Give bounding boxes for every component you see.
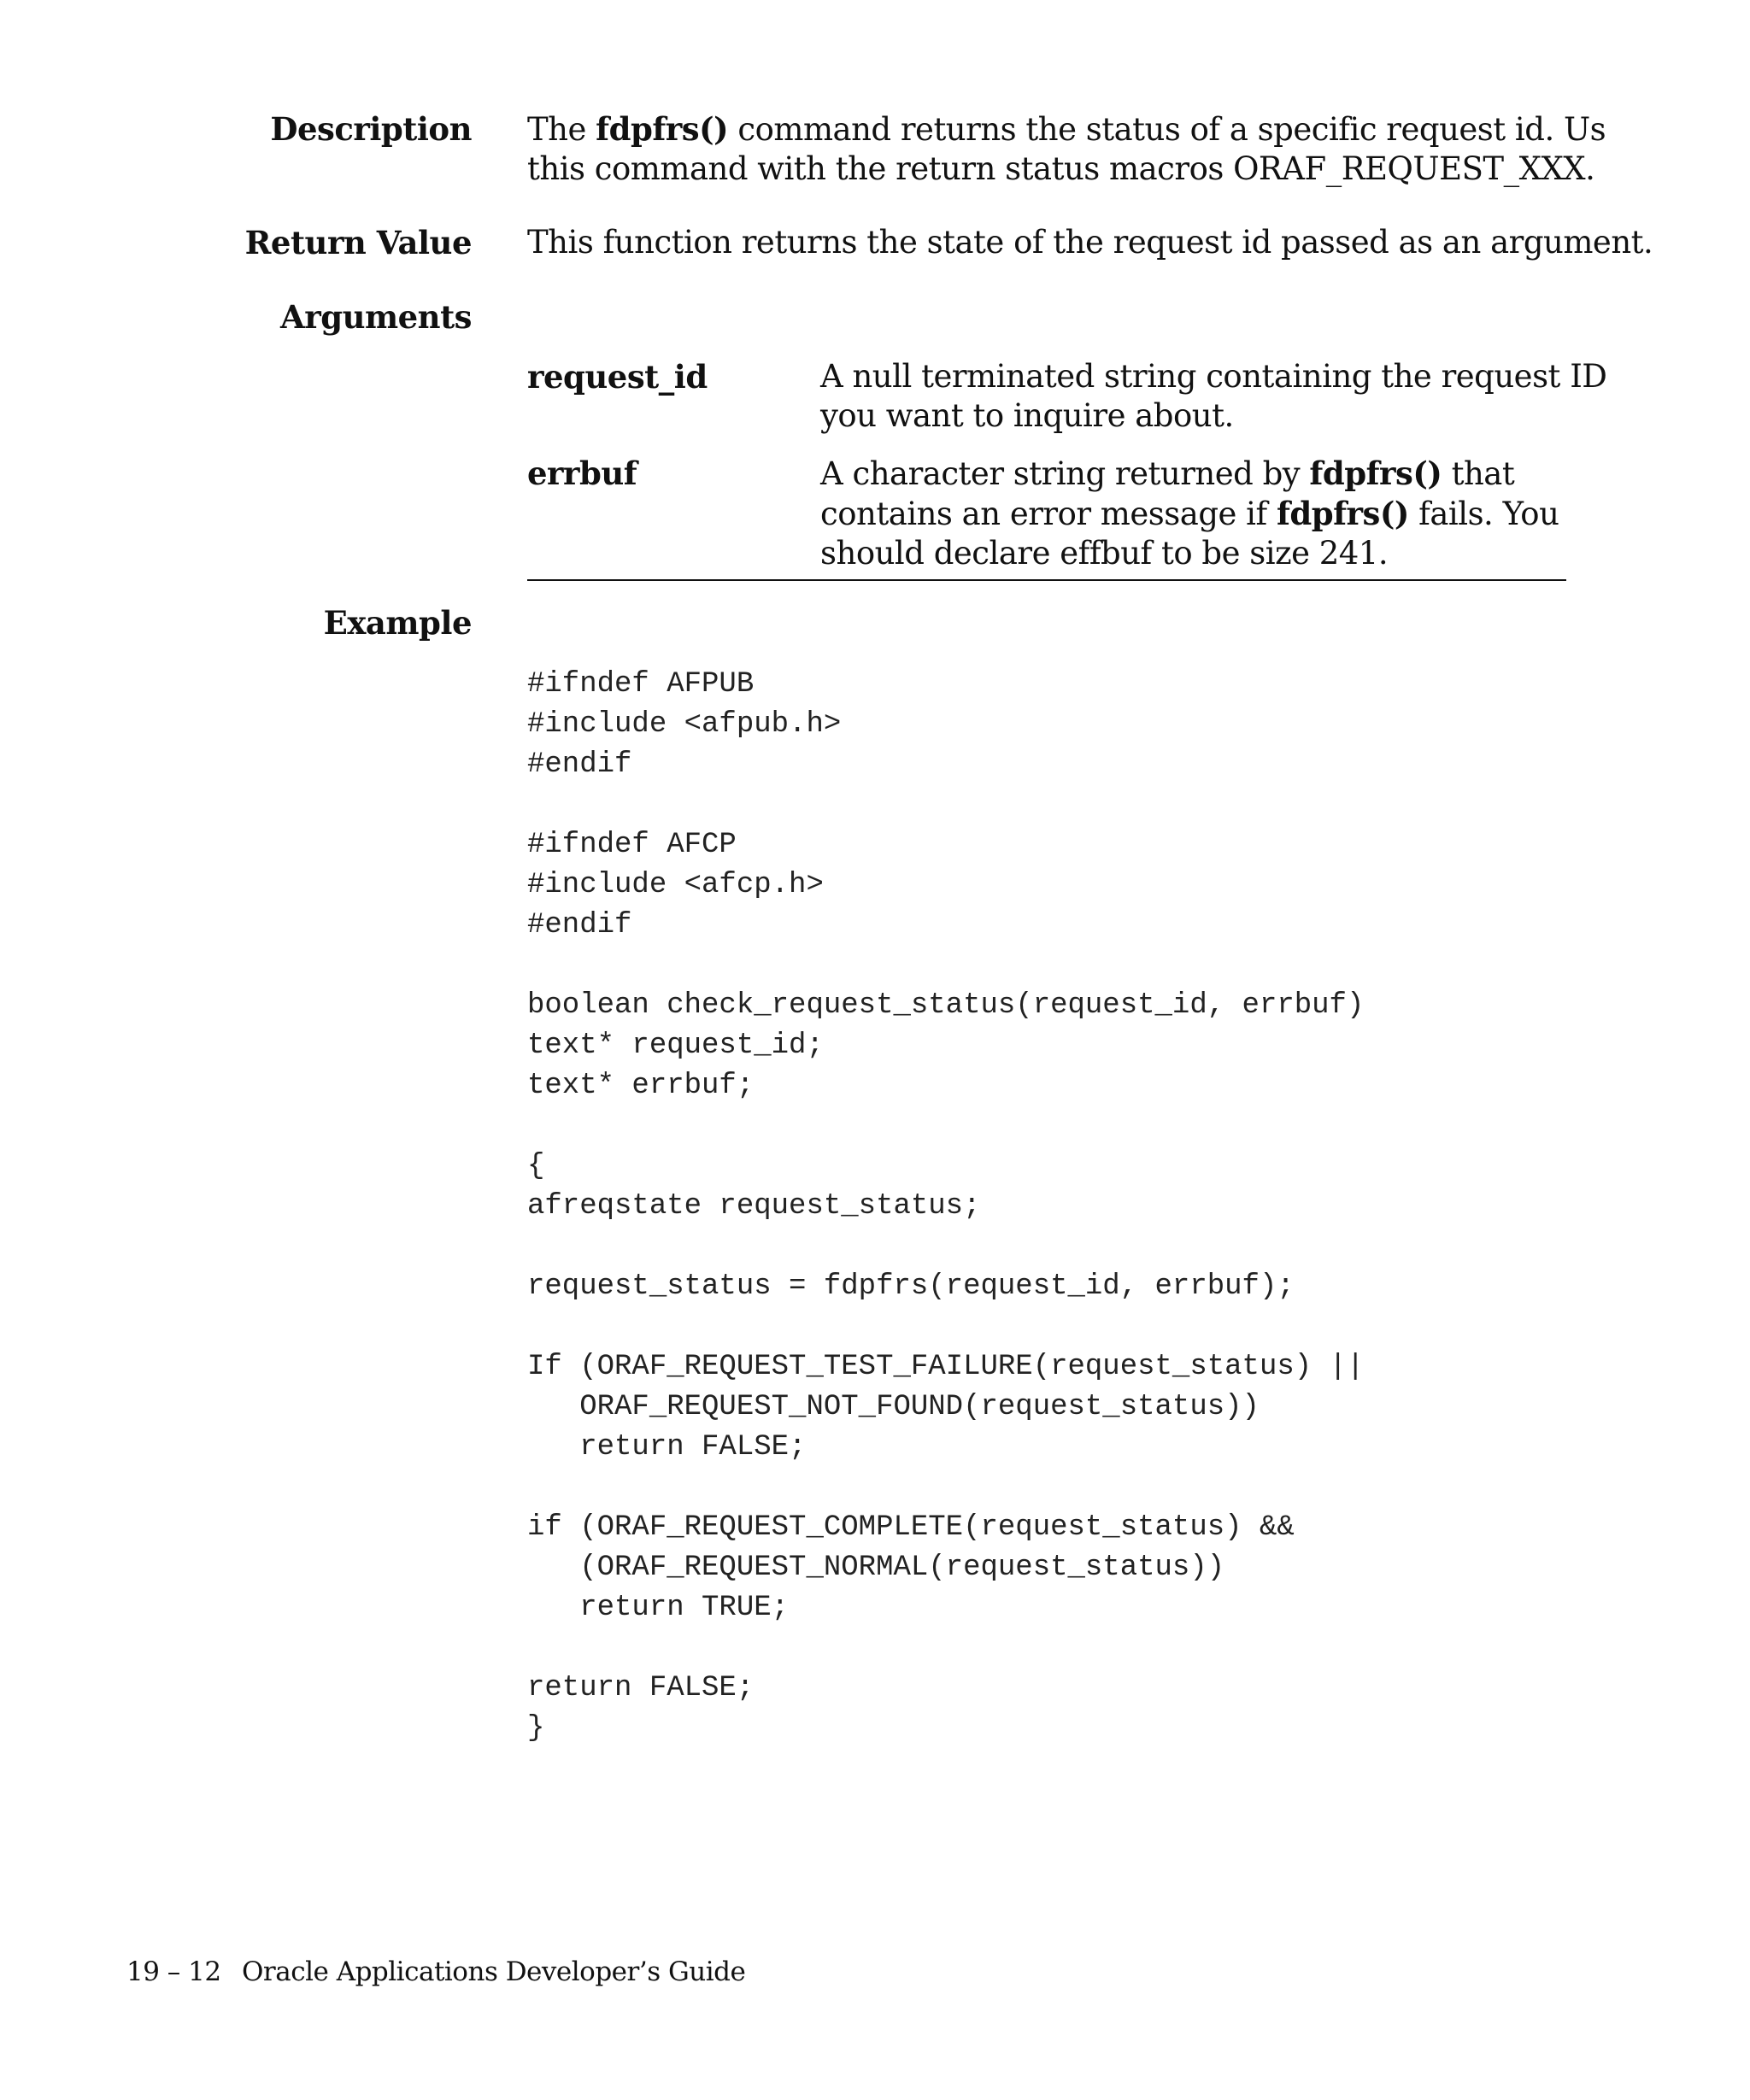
code-line [527, 1307, 1364, 1347]
code-line: } [527, 1712, 545, 1745]
code-line: return FALSE; [527, 1672, 755, 1704]
code-line: #ifndef AFPUB [527, 668, 755, 701]
code-line [527, 1468, 1364, 1508]
example-heading: Example [323, 604, 472, 642]
example-code-block [527, 665, 1364, 1749]
function-name: fdpfrs() [596, 110, 729, 148]
page-footer [126, 1955, 745, 1989]
description-line-1: The fdpfrs() command returns the status of a specific request id. Us [527, 110, 1606, 148]
code-line: #ifndef AFCP [527, 829, 737, 861]
code-line [527, 946, 1364, 986]
code-line: { [527, 1150, 545, 1182]
description-heading: Description [270, 110, 472, 148]
argument-name-errbuf: errbuf [527, 455, 637, 492]
argument-name-request-id: request_id [527, 358, 708, 396]
code-line: #include <afpub.h> [527, 708, 842, 741]
code-line: afreqstate request_status; [527, 1190, 981, 1223]
arguments-heading: Arguments [280, 298, 472, 336]
return-value-text: This function returns the state of the request id passed as an argument. [527, 224, 1653, 261]
argument-desc-request-id: A null terminated string containing the request ID you want to inquire about. [820, 358, 1607, 434]
code-line: #include <afcp.h> [527, 869, 824, 901]
description-text [527, 109, 1606, 189]
code-line [527, 1106, 1364, 1147]
code-line: return TRUE; [527, 1592, 790, 1624]
code-line: return FALSE; [527, 1431, 807, 1464]
code-line: text* errbuf; [527, 1070, 755, 1102]
code-line [527, 1227, 1364, 1267]
code-line [527, 1628, 1364, 1669]
code-line: If (ORAF_REQUEST_TEST_FAILURE(request_status) || [527, 1351, 1365, 1383]
code-line: ORAF_REQUEST_NOT_FOUND(request_status)) [527, 1391, 1260, 1423]
code-line: (ORAF_REQUEST_NORMAL(request_status)) [527, 1552, 1225, 1584]
code-line: text* request_id; [527, 1029, 824, 1062]
book-title: Oracle Applications Developer’s Guide [242, 1956, 746, 1987]
code-line: #endif [527, 909, 632, 941]
description-line-2: this command with the return status macros ORAF_REQUEST_XXX. [527, 150, 1595, 187]
code-line: if (ORAF_REQUEST_COMPLETE(request_status) && [527, 1511, 1295, 1544]
code-line: request_status = fdpfrs(request_id, errbuf); [527, 1270, 1295, 1303]
code-line: boolean check_request_status(request_id, errbuf) [527, 989, 1365, 1022]
code-line [527, 785, 1364, 825]
arguments-table-rule [527, 579, 1566, 581]
return-value-heading: Return Value [244, 224, 472, 261]
page-number: 19 – 12 [126, 1956, 221, 1987]
code-line: #endif [527, 748, 632, 781]
argument-desc-errbuf: A character string returned by fdpfrs() that contains an error message if fdpfrs() fails. You should declare effbuf to be size 241. [820, 455, 1559, 572]
